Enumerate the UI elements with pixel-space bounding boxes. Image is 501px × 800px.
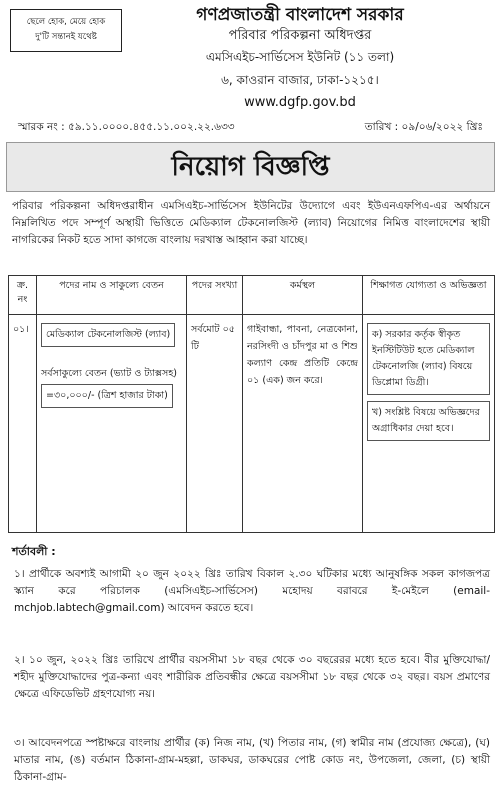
office-address: ৬, কাওরান বাজার, ঢাকা-১২১৫।: [221, 73, 379, 87]
term-item-2: ২। ১০ জুন, ২০২২ খ্রিঃ তারিখে প্রার্থীর বয়সসীমা ১৮ বছর থেকে ৩০ বছরেরর মধ্যে হতে হবে। বীর মুক্তিযোদ্ধা/শহীদ মুক্তিযোদ্ধাদের পুত্র-কন্যা এবং শারীরিক প্রতিবন্ধীর ক্ষেত্রে বয়সসীমা ১৮ বছর থেকে ৩২ বছর। বয়স প্রমাণের ক্ষেত্রে এফিডেভিট গ্রহণযোগ্য নয়।: [14, 654, 490, 700]
government-title: গণপ্রজাতন্ত্রী বাংলাদেশ সরকার: [196, 5, 404, 25]
cell-count: সর্বমোট ০৫ টি: [187, 315, 243, 533]
notice-title: নিয়োগ বিজ্ঞপ্তি: [171, 152, 330, 182]
post-name: মেডিক্যাল টেকনোলজিস্ট (ল্যাব): [41, 323, 175, 347]
issue-date: তারিখ : ০৯/০৬/২০২২ খ্রিঃ: [364, 121, 483, 133]
col-header-serial: ক্র. নং: [9, 276, 37, 315]
terms-heading: শর্তাবলী :: [12, 545, 56, 558]
directorate-name: পরিবার পরিকল্পনা অধিদপ্তর: [228, 28, 372, 43]
notice-title-banner: [6, 142, 495, 192]
table-header-row: [9, 276, 495, 315]
term-item-1: ১। প্রার্থীকে অবশ্যই আগামী ২০ জুন ২০২২ খ্রিঃ তারিখ বিকাল ২.৩০ ঘটিকার মধ্যে আনুষঙ্গিক সকল কাগজপত্র স্ক্যান করে পরিচালক (এমসিএইচ-সার্ভিসেস) মহোদয় বরাবরে ই-মেইলে (email-mchjob.labtech@gmail.com) আবেদন করতে হবে।: [14, 568, 490, 614]
intro-paragraph: পরিবার পরিকল্পনা অধিদপ্তরাধীন এমসিএইচ-সার্ভিসেস ইউনিটের উদ্যোগে এবং ইউএনএফপিএ-এর অর্থায়নে নিম্নলিখিত পদে সম্পূর্ণ অস্থায়ী ভিত্তিতে মেডিক্যাল টেকনোলজিস্ট (ল্যাব) নিয়োগের নিমিত্ত বাংলাদেশের স্থায়ী নাগরিকের নিকট হতে সাদা কাগজে বাংলায় দরখাস্ত আহ্বান করা যাচ্ছে।: [12, 200, 490, 246]
qualification-b: খ) সংশ্লিষ্ট বিষয়ে অভিজ্ঞদের অগ্রাধিকার দেয়া হবে।: [367, 401, 490, 441]
salary-amount: =৩০,০০০/- (ত্রিশ হাজার টাকা): [41, 384, 173, 408]
col-header-qualification: শিক্ষাগত যোগ্যতা ও অভিজ্ঞতা: [363, 276, 495, 315]
col-header-count: পদের সংখ্যা: [187, 276, 243, 315]
slogan-box: [10, 9, 122, 52]
memo-number: স্মারক নং : ৫৯.১১.০০০০.৪৫৫.১১.০০২.২২.৬৩৩: [18, 121, 235, 133]
vacancy-table: [8, 275, 495, 533]
term-item-3: ৩। আবেদনপত্রে স্পষ্টাক্ষরে বাংলায় প্রার্থীর (ক) নিজ নাম, (খ) পিতার নাম, (গ) স্বামীর নাম (প্রযোজ্য ক্ষেত্রে), (ঘ) মাতার নাম, (ঙ) বর্তমান ঠিকানা-গ্রাম-মহল্লা, ডাকঘর, ডাকঘরের পোষ্ট কোড নং, উপজেলা, জেলা, (চ) স্থায়ী ঠিকানা-গ্রাম-: [14, 737, 490, 783]
salary-label: সর্বসাকুল্যে বেতন (ভ্যাট ও ট্যাক্সসহ): [41, 368, 178, 379]
slogan-line-1: ছেলে হোক, মেয়ে হোক: [26, 17, 106, 27]
table-row: [9, 315, 495, 533]
qualification-a: ক) সরকার কর্তৃক স্বীকৃত ইনস্টিটিউট হতে মেডিক্যাল টেকনোলজি (ল্যাব) বিষয়ে ডিপ্লোমা ডিগ্রী।: [367, 323, 490, 395]
cell-qualification: [363, 315, 495, 533]
col-header-post: পদের নাম ও সাকুল্যে বেতন: [37, 276, 187, 315]
slogan-line-2: দু'টি সন্তানই যথেষ্ট: [35, 32, 97, 42]
cell-post: [37, 315, 187, 533]
website-link[interactable]: www.dgfp.gov.bd: [244, 95, 356, 110]
unit-name: এমসিএইচ-সার্ভিসেস ইউনিট (১১ তলা): [205, 50, 395, 64]
col-header-workplace: কর্মস্থল: [243, 276, 363, 315]
cell-workplace: গাইবান্ধা, পাবনা, নেত্রকোনা, নরসিংদী ও চাঁদপুর মা ও শিশু কল্যাণ কেন্দ্র প্রতিটি কেন্দ্রে ০১ (এক) জন করে।: [243, 315, 363, 533]
cell-serial: ০১।: [9, 315, 37, 533]
